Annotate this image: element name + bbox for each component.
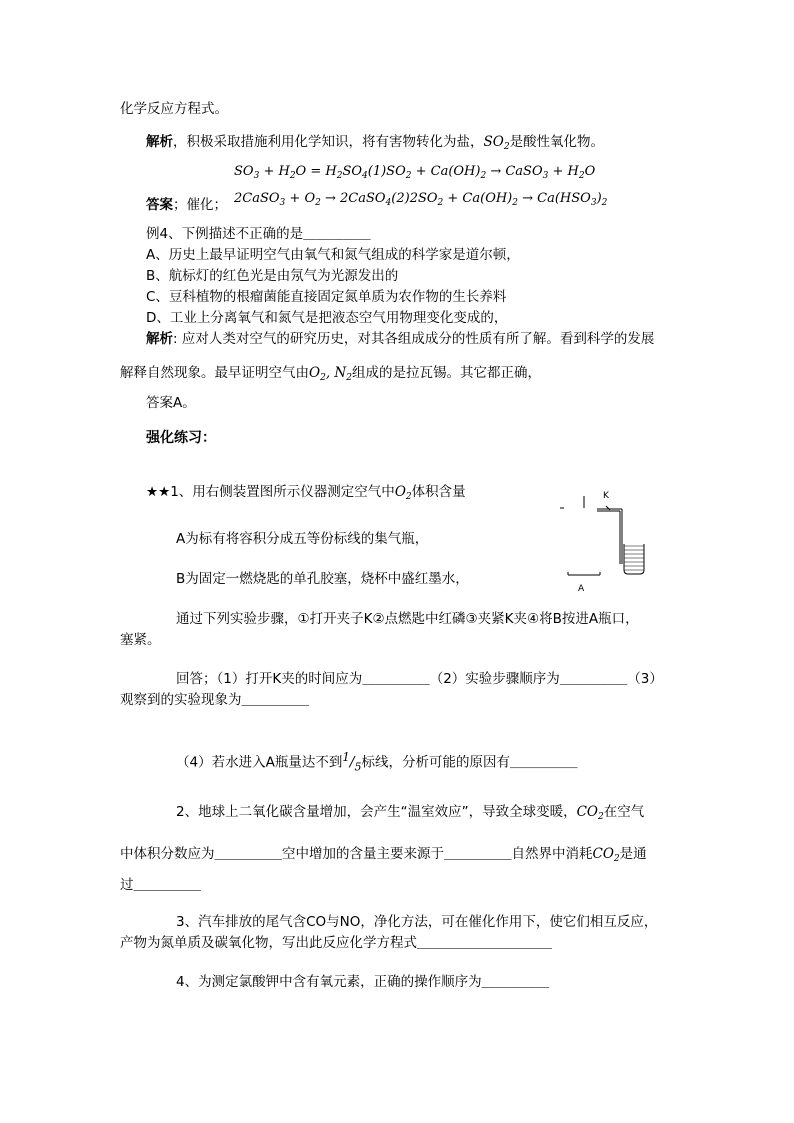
option-a: A、历史上最早证明空气由氧气和氮气组成的科学家是道尔顿，: [146, 247, 520, 263]
equation-line-2: 2CaSO$_3$ + $O_2$ → $2CaSO_4(2)2SO_2 + Ca(OH)_2 \to Ca(HSO_3)_2$: [234, 191, 608, 208]
option-d: D、工业上分离氧气和氮气是把液态空气用物理变化变成的，: [146, 310, 508, 326]
label-k: K: [603, 491, 609, 501]
answer-line: 答案A。: [146, 395, 196, 411]
question-1-line-7: 观察到的实验现象为＿＿＿＿＿: [120, 692, 309, 708]
answer-label: 答案: [146, 197, 173, 213]
one-fifth-fraction: $^1/_5$: [342, 750, 362, 774]
so2-formula: $SO_2$: [483, 134, 510, 152]
section-heading: 强化练习：: [146, 430, 216, 446]
question-3-line-2: 产物为氮单质及碳氧化物，写出此反应化学方程式＿＿＿＿＿＿＿＿＿＿: [120, 935, 552, 951]
analysis-text: ，积极采取措施利用化学知识，将有害物转化为盐，: [173, 134, 484, 150]
experiment-apparatus-diagram: [560, 484, 650, 592]
question-1-line-3: B为固定一燃烧匙的单孔胶塞，烧杯中盛红墨水，: [176, 571, 469, 587]
equation-line-1: $SO_3 + H_2O = H_2SO_4(1)SO_2 + Ca(OH)_2$ → CaSO$_3$ + $H_2O$: [234, 164, 596, 181]
o2-n2-formula: $O_2$, $N_2$: [309, 365, 352, 383]
label-a: A: [578, 584, 585, 592]
answer-text: ；催化；: [173, 197, 227, 213]
question-1-line-4: 通过下列实验步骤，①打开夹子K②点燃匙中红磷③夹紧K夹④将B按进A瓶口，: [176, 611, 639, 627]
analysis-tail: 是酸性氧化物。: [509, 134, 605, 150]
co2-formula-2: $CO_2$: [592, 846, 620, 864]
apparatus-svg: [560, 484, 650, 592]
question-3: 3、汽车排放的尾气含CO与NO，净化方法，可在催化作用下，使它们相互反应，: [176, 914, 658, 930]
example-4: 例4、下例描述不正确的是＿＿＿＿＿: [146, 226, 371, 242]
question-1-line-2: A为标有将容积分成五等份标线的集气瓶，: [176, 531, 429, 547]
analysis-label: 解析: [146, 134, 173, 150]
question-2-line-2: 中体积分数应为＿＿＿＿＿空中增加的含量主要来源于＿＿＿＿＿自然界中消耗$CO_2$是通: [120, 846, 647, 864]
question-1-line-6: 回答；（1）打开K夹的时间应为＿＿＿＿＿（2）实验步骤顺序为＿＿＿＿＿（3）: [176, 671, 663, 687]
answer-paragraph: [146, 196, 227, 214]
question-2: 2、地球上二氧化碳含量增加，会产生“温室效应”，导致全球变暖，$CO_2$在空气: [176, 804, 645, 822]
analysis-2: [146, 330, 654, 348]
option-c: C、豆科植物的根瘤菌能直接固定氮单质为农作物的生长养料: [146, 289, 507, 305]
question-4: 4、为测定氯酸钾中含有氧元素，正确的操作顺序为＿＿＿＿＿: [176, 974, 550, 990]
question-2-line-3: 过＿＿＿＿＿: [120, 877, 201, 893]
analysis-2-label: 解析: [146, 331, 173, 347]
analysis-paragraph: [146, 133, 604, 156]
star-icon: ★★: [146, 484, 171, 500]
o2-formula: $O_2$: [394, 484, 412, 502]
question-1: ★★1、用右侧装置图所示仪器测定空气中$O_2$体积含量: [146, 484, 466, 502]
question-1-line-8: （4）若水进入A瓶量达不到$^1/_5$标线，分析可能的原因有＿＿＿＿＿: [176, 748, 577, 777]
analysis-2-text: : 应对人类对空气的研究历史，对其各组成成分的性质有所了解。看到科学的发展: [173, 331, 655, 347]
text-line: 化学反应方程式。: [120, 101, 228, 117]
co2-formula: $CO_2$: [576, 804, 604, 822]
option-b: B、航标灯的红色光是由氖气为光源发出的: [146, 268, 399, 284]
analysis-2-continued: 解释自然现象。最早证明空气由$O_2$, $N_2$组成的是拉瓦锡。其它都正确，: [120, 365, 541, 383]
question-1-line-5: 塞紧。: [120, 632, 161, 648]
